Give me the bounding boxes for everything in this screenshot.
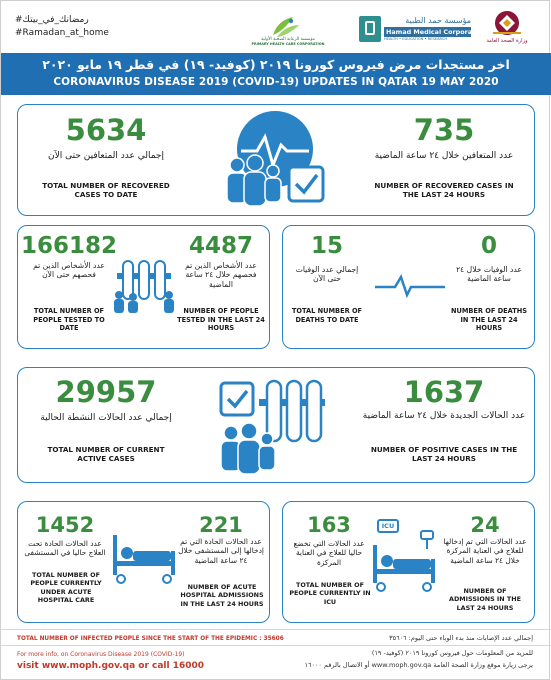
icu-sign-label: ICU <box>377 519 399 533</box>
footer-visit-en[interactable]: visit www.moph.gov.qa or call 16000 <box>17 661 205 671</box>
icu-current-label-en: TOTAL NUMBER OF PEOPLE CURRENTLY IN ICU <box>289 581 371 606</box>
moph-name-ar: وزارة الصحة العامة <box>486 38 528 44</box>
title-banner <box>1 53 551 95</box>
recovered-24h-label-ar: عدد المتعافين خلال ٢٤ ساعة الماضية <box>374 151 514 161</box>
positive-24h-value: 1637 <box>403 375 485 409</box>
deaths-total-value: 15 <box>310 233 343 259</box>
deaths-total-label-en: TOTAL NUMBER OF DEATHS TO DATE <box>291 307 363 324</box>
active-total-value: 29957 <box>55 375 157 409</box>
icu-current-value: 163 <box>307 513 351 537</box>
footer-total-infected-ar: إجمالي عدد الإصابات منذ بدء الوباء حتى اليوم: ٣٥٦٠٦ <box>389 634 533 642</box>
icu-current-label-ar: عدد الحالات التي تخضع حاليا للعلاج في العناية المركزة <box>293 539 365 567</box>
icu-24h-label-en: NUMBER OF ADMISSIONS IN THE LAST 24 HOURS <box>449 587 521 612</box>
footer-info-ar: للمزيد من المعلومات حول فيروس كورونا ٢٠١٩ (كوفيد- ١٩) <box>371 649 533 657</box>
icu-bed-icon <box>369 515 441 595</box>
tested-total-value: 166182 <box>21 233 118 259</box>
acute-current-value: 1452 <box>35 513 95 537</box>
recovered-total-value: 5634 <box>65 113 147 147</box>
footer-visit-ar[interactable]: يرجى زيارة موقع وزارة الصحة العامة www.moph.gov.qa أو الاتصال بالرقم ١٦٠٠٠ <box>304 661 533 669</box>
acute-current-label-ar: عدد الحالات الحادة تحت العلاج حاليا في المستشفى <box>24 539 106 558</box>
active-total-label-ar: إجمالي عدد الحالات النشطة الحالية <box>40 413 172 423</box>
hmc-name-en: Hamad Medical Corporation <box>386 28 487 36</box>
hashtag-arabic: #رمضانك_في_بيتك <box>15 15 89 25</box>
acute-24h-label-en: NUMBER OF ACUTE HOSPITAL ADMISSIONS IN THE LAST 24 HOURS <box>180 583 264 608</box>
footer-info-en: For more info, on Coronavirus Disease 2019 (COVID-19) <box>17 651 185 658</box>
hospital-bed-icon <box>109 521 179 587</box>
test-tubes-icon <box>109 255 179 315</box>
moph-emblem-icon <box>479 9 535 39</box>
tested-total-label-ar: عدد الأشخاص الذين تم فحصهم حتى الآن <box>33 261 105 280</box>
hmc-name-ar: مؤسسة حمد الطبية <box>405 16 471 25</box>
recovered-total-label-ar: إجمالي عدد المتعافين حتى الآن <box>48 151 164 161</box>
recovered-people-icon <box>213 109 343 213</box>
phcc-name-ar: مؤسسة الرعاية الصحية الأولية <box>261 37 315 42</box>
recovered-24h-label-en: NUMBER OF RECOVERED CASES IN THE LAST 24 HOURS <box>374 181 514 200</box>
deaths-24h-label-en: NUMBER OF DEATHS IN THE LAST 24 HOURS <box>450 307 528 333</box>
footer-divider-top <box>1 629 551 630</box>
positive-24h-label-ar: عدد الحالات الجديدة خلال ٢٤ ساعة الماضية <box>362 411 526 421</box>
recovered-24h-value: 735 <box>413 113 475 147</box>
footer-divider-bottom <box>1 645 551 646</box>
acute-current-label-en: TOTAL NUMBER OF PEOPLE CURRENTLY UNDER ACUTE HOSPITAL CARE <box>30 571 102 604</box>
tested-total-label-en: TOTAL NUMBER OF PEOPLE TESTED TO DATE <box>33 307 105 333</box>
hashtag-english: #Ramadan_at_home <box>15 28 109 38</box>
flatline-pulse-icon <box>373 273 447 297</box>
icu-24h-value: 24 <box>470 513 500 537</box>
deaths-total-label-ar: إجمالي عدد الوفيات حتى الآن <box>295 265 359 284</box>
active-total-label-en: TOTAL NUMBER OF CURRENT ACTIVE CASES <box>47 445 165 464</box>
footer-total-infected-en: TOTAL NUMBER OF INFECTED PEOPLE SINCE THE START OF THE EPIDEMIC : 35606 <box>17 636 284 642</box>
hmc-logo <box>359 16 487 48</box>
acute-24h-label-ar: عدد الحالات الحادة التي تم إدخالها إلى المستشفى خلال ٢٤ ساعة الماضية <box>178 537 264 565</box>
active-cases-tubes-icon <box>211 373 337 477</box>
tested-24h-label-ar: عدد الأشخاص الذين تم فحصهم خلال ٢٤ ساعة الماضية <box>185 261 257 289</box>
title-english: CORONAVIRUS DISEASE 2019 (COVID-19) UPDATES IN QATAR 19 MAY 2020 <box>53 76 499 88</box>
title-arabic: اخر مستجدات مرض فيروس كورونا ٢٠١٩ (كوفيد- ١٩) في قطر ١٩ مايو ٢٠٢٠ <box>42 57 510 72</box>
moph-logo <box>479 9 535 49</box>
phcc-logo <box>253 13 323 47</box>
phcc-name-en: PRIMARY HEALTH CARE CORPORATION <box>251 42 325 46</box>
deaths-24h-label-ar: عدد الوفيات خلال ٢٤ ساعة الماضية <box>456 265 522 284</box>
positive-24h-label-en: NUMBER OF POSITIVE CASES IN THE LAST 24 HOURS <box>370 445 518 464</box>
hmc-tagline: HEALTH • EDUCATION • RESEARCH <box>384 37 448 41</box>
tested-24h-label-en: NUMBER OF PEOPLE TESTED IN THE LAST 24 HOURS <box>177 307 265 333</box>
tested-24h-value: 4487 <box>188 233 253 259</box>
recovered-total-label-en: TOTAL NUMBER OF RECOVERED CASES TO DATE <box>42 181 170 200</box>
icu-24h-label-ar: عدد الحالات التي تم إدخالها للعلاج في العناية المركزة خلال ٢٤ ساعة الماضية <box>443 537 527 565</box>
acute-24h-value: 221 <box>199 513 243 537</box>
deaths-24h-value: 0 <box>480 233 497 259</box>
hmc-emblem-icon <box>359 16 381 42</box>
